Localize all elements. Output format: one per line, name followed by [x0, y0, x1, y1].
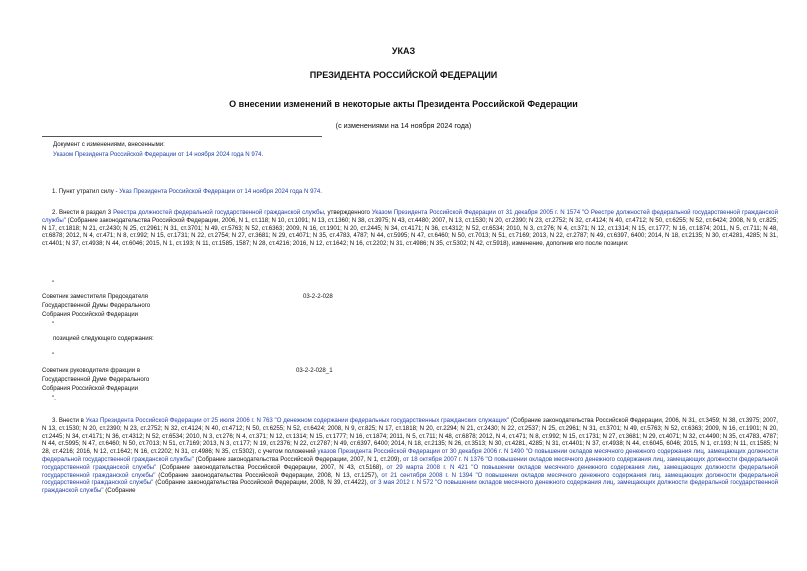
paragraph-3-link-decree-1394[interactable]: от 21 сентября 2008 г. N 1394 "О повышении окладов месячного денежного содержания лиц, замещающих должности федеральной государственной гражданской службы" [42, 471, 778, 487]
edition-note: (с изменениями на 14 ноября 2024 года) [335, 121, 472, 130]
block2-position-line-1: Советник руководителя фракции в [42, 367, 141, 374]
paragraph-3 [42, 417, 778, 495]
block1-quote-open: " [52, 280, 55, 287]
paragraph-2-text-3: (Собрание законодательства Российской Федерации, 2006, N 1, ст.118; N 10, ст.1091; N 13, ст.1360; N 38, ст.3975; N 43, ст.4480; 2007, N 13, ст.1530; N 20, ст.2390; N 23, ст.2752; N 32, ст.4124; N 40, ст.4712; N 50, ст.6255; N 52, ст.6424; 2008, N 9, ст.825; N 17, ст.1818; N 21, ст.2430; N 25, ст.2961; N 31, ст.3701; N 49, ст.5763; N 52, ст.6363; 2009, N 16, ст.1901; N 20, ст.2445; N 34, ст.4171; N 36, ст.4312; N 52, ст.6534; 2010, N 3, ст.276; N 4, ст.371; N 12, ст.1314; N 15, ст.1777; N 16, ст.1874; 2011, N 5, ст.711; N 48, ст.6878; 2012, N 4, ст.471; N 8, ст.992; N 15, ст.1731; N 22, ст.2754; N 27, ст.3681; N 29, ст.4071; N 35, ст.4783, 4787; N 44, ст.5995; N 47, ст.6460; N 50, ст.7013; N 51, ст.7169; 2013, N 22, ст.2787; N 49, ст.6397, 6400; 2014, N 18, ст.2135; N 30, ст.4281, 4285; N 31, ст.4401; N 37, ст.4938; N 44, ст.6046; 2015, N 1, ст.193; N 11, ст.1585, 1587; N 28, ст.4216; 2016, N 12, ст.1642; N 16, ст.2202; N 31, ст.4986; N 35, ст.5302; N 42, ст.5918), изменение, дополнив его после позиции: [42, 216, 778, 248]
block1-position-line-2: Государственной Думы Федерального [42, 302, 151, 309]
paragraph-3-text-2: (Собрание законодательства Российской Федерации, 2006, N 31, ст.3459; N 38, ст.3975; 2007, N 13, ст.1530; N 20, ст.2390; N 23, ст.2752; N 32, ст.4124; N 40, ст.4712; N 50, ст.6255; N 52, ст.6424; 2008, N 9, ст.825; N 17, ст.1818; N 20, ст.2294; N 21, ст.2430; N 22, ст.2537; N 25, ст.2961; N 31, ст.3701; N 49, ст.5763; N 52, ст.6363; 2009, N 16, ст.1901; N 20, ст.2445; N 34, ст.4171; N 36, ст.4312; N 52, ст.6534; 2010, N 3, ст.276; N 4, ст.371; N 12, ст.1314; N 15, ст.1777; N 16, ст.1874; 2011, N 5, ст.711; N 48, ст.6878; 2012, N 4, ст.471; N 8, ст.992; N 15, ст.1731; N 27, ст.3681; N 29, ст.4071; N 32, ст.4490; N 35, ст.4783, 4787; N 44, ст.5995; N 47, ст.6460; N 50, ст.7013; N 51, ст.7169; 2013, N 3, ст.177; N 19, ст.2376; N 22, ст.2787; N 49, ст.6397, 6400; 2014, N 18, ст.2135; N 26, ст.3513; N 30, ст.4281, 4285; N 31, ст.4401; N 37, ст.4938; N 44, ст.6045, 6046; 2015, N 1, ст.193; N 11, ст.1585; N 28, ст.4216; 2016, N 12, ст.1642; N 16, ст.2202; N 31, ст.4986; N 35, ст.5302), с учетом положений [42, 417, 779, 456]
paragraph-3-text-6: (Собрание законодательства Российской Федерации, 2008, N 39, ст.4422), [153, 479, 371, 487]
paragraph-3-text-7: (Собрание [103, 487, 136, 495]
paragraph-2-text-2: , утвержденного [323, 209, 372, 216]
paragraph-3-link-decree-1376[interactable]: от 18 октября 2007 г. N 1376 "О повышении окладов месячного денежного содержания лиц, замещающих должности федеральной государственной гражданской службы" [42, 455, 778, 471]
block2-position-line-2: Государственной Думе Федерального [42, 376, 150, 383]
following-text: позицией следующего содержания: [53, 335, 154, 342]
block1-position-line-3: Собрания Российской Федерации [42, 311, 139, 318]
paragraph-2-text-1: 2. Внести в раздел 3 [52, 209, 114, 216]
doc-title-subject: О внесении изменений в некоторые акты Президента Российской Федерации [229, 99, 578, 109]
paragraph-3-text-4: (Собрание законодательства Российской Федерации, 2007, N 43, ст.5168), [156, 463, 387, 471]
block2-quote-close: ". [52, 395, 56, 402]
block2-quote-open: " [52, 352, 55, 359]
doc-title-president: ПРЕЗИДЕНТА РОССИЙСКОЙ ФЕДЕРАЦИИ [309, 70, 498, 80]
doc-title-ukaz: УКАЗ [391, 46, 416, 56]
paragraph-1-link[interactable]: Указ Президента Российской Федерации от 14 ноября 2024 года N 974. [119, 188, 322, 195]
paragraph-3-text-1: 3. Внести в [52, 417, 86, 424]
paragraph-3-link-decree-763[interactable]: Указ Президента Российской Федерации от 25 июля 2006 г. N 763 "О денежном содержании федеральных государственных гражданских служащих" [85, 417, 510, 424]
block1-quote-close: " [52, 321, 55, 328]
changes-label: Документ с изменениями, внесенными: [53, 141, 165, 148]
block2-position-code: 03-2-2-028_1 [296, 367, 333, 374]
paragraph-1 [42, 188, 778, 196]
paragraph-2 [42, 209, 778, 248]
paragraph-3-link-decree-572[interactable]: от 3 мая 2012 г. N 572 "О повышении окладов месячного денежного содержания лиц, замещающих должности федеральной государственной гражданской службы" [42, 479, 778, 495]
block1-position-line-1: Советник заместителя Председателя [42, 293, 148, 300]
block1-position-code: 03-2-2-028 [303, 293, 333, 300]
paragraph-3-link-decree-1490[interactable]: указов Президента Российской Федерации от 30 декабря 2006 г. N 1490 "О повышении окладов месячного денежного содержания лиц, замещающих должности федеральной государственной гражданской службы" [42, 448, 778, 463]
changes-link[interactable]: Указом Президента Российской Федерации от 14 ноября 2024 года N 974. [53, 151, 264, 158]
paragraph-2-link-registry[interactable]: Реестра должностей федеральной государственной гражданской службы [113, 209, 324, 216]
paragraph-1-text: 1. Пункт утратил силу - [52, 188, 120, 195]
paragraph-2-link-decree-1574[interactable]: Указом Президента Российской Федерации от 31 декабря 2005 г. N 1574 "О Реестре должностей федеральной государственной гражданской службы" [42, 209, 778, 224]
changes-divider [42, 136, 322, 137]
paragraph-3-link-decree-421[interactable]: от 29 марта 2008 г. N 421 "О повышении окладов месячного денежного содержания лиц, замещающих должности федеральной государственной гражданской службы" [42, 463, 778, 479]
paragraph-3-text-5: (Собрание законодательства Российской Федерации, 2008, N 13, ст.1257), [155, 471, 382, 479]
paragraph-3-text-3: (Собрание законодательства Российской Федерации, 2007, N 1, ст.209), [193, 455, 403, 463]
block2-position-line-3: Собрания Российской Федерации [42, 385, 139, 392]
